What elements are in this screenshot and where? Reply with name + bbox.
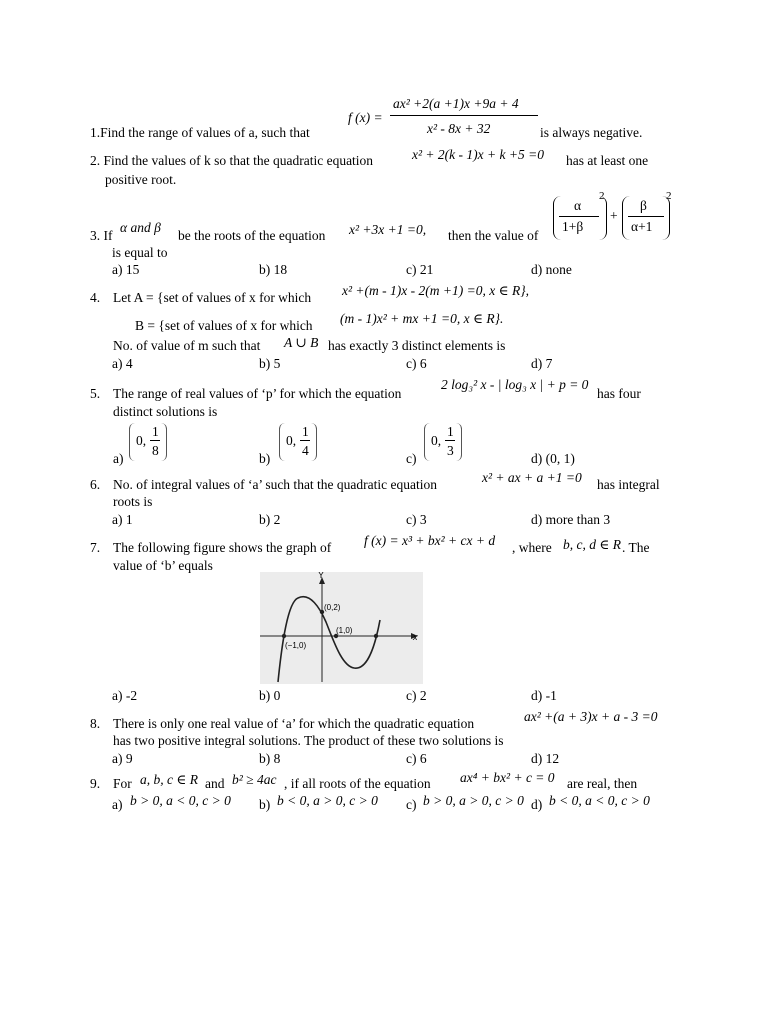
q1-fraction-bar xyxy=(390,115,538,116)
q4-equation-b: (m - 1)x² + mx +1 =0, x ∈ R}. xyxy=(340,311,504,326)
q9-number: 9. xyxy=(90,776,101,791)
q1-tail: is always negative. xyxy=(540,125,643,140)
q4-option-d: d) 7 xyxy=(531,356,553,371)
q2-text: 2. Find the values of k so that the quadratic equation xyxy=(90,153,374,168)
q9-option-c: b > 0, a > 0, c > 0 xyxy=(423,793,524,808)
graph-label-1-0: (1,0) xyxy=(336,626,353,635)
q3-frac2-den: α+1 xyxy=(631,219,653,234)
q5-b-bar xyxy=(300,440,310,441)
q5-number: 5. xyxy=(90,386,101,401)
q8-option-b: b) 8 xyxy=(259,751,281,766)
q7-option-c: c) 2 xyxy=(406,688,427,703)
q6-number: 6. xyxy=(90,477,101,492)
q4-union: A ∪ B xyxy=(284,335,319,350)
q7-tail: . The xyxy=(622,540,650,555)
q5-b-den: 4 xyxy=(302,443,309,458)
q5-a-bar xyxy=(150,440,160,441)
q6-option-b: b) 2 xyxy=(259,512,281,527)
q6-option-a: a) 1 xyxy=(112,512,133,527)
q7-equation: f (x) = x³ + bx² + cx + d xyxy=(364,533,496,548)
q3-frac1-den: 1+β xyxy=(562,219,584,234)
q3-lead: 3. If xyxy=(90,228,113,243)
q9-set: a, b, c ∈ R xyxy=(140,772,198,787)
q5-b-zero: 0, xyxy=(286,433,297,448)
q4-option-b: b) 5 xyxy=(259,356,281,371)
point-root-right xyxy=(374,634,378,638)
q4-option-a: a) 4 xyxy=(112,356,133,371)
q4-number: 4. xyxy=(90,290,101,305)
q9-equation: ax⁴ + bx² + c = 0 xyxy=(460,770,555,785)
q5-c-zero: 0, xyxy=(431,433,442,448)
q8-line2: has two positive integral solutions. The product of these two solutions is xyxy=(113,733,504,748)
q8-equation: ax² +(a + 3)x + a - 3 =0 xyxy=(524,709,658,724)
q6-option-c: c) 3 xyxy=(406,512,427,527)
q4-line3: No. of value of m such that xyxy=(113,338,261,353)
q9-option-d: b < 0, a < 0, c > 0 xyxy=(549,793,650,808)
q5-a-one: 1 xyxy=(152,424,159,439)
q4-equation-a: x² +(m - 1)x - 2(m +1) =0, x ∈ R}, xyxy=(342,283,529,298)
q5-option-a-interval xyxy=(129,423,167,461)
q5-b-one: 1 xyxy=(302,424,309,439)
q1-numerator: ax² +2(a +1)x +9a + 4 xyxy=(393,96,519,111)
q8-option-c: c) 6 xyxy=(406,751,427,766)
q5-c-one: 1 xyxy=(447,424,454,439)
q3-text: be the roots of the equation xyxy=(178,228,326,243)
q3-frac2-num: β xyxy=(640,198,647,213)
q3-option-a: a) 15 xyxy=(112,262,140,277)
q3-frac2-bar xyxy=(628,216,664,217)
q6-text: No. of integral values of ‘a’ such that the quadratic equation xyxy=(113,477,438,492)
q9-option-d-label: d) xyxy=(531,797,543,812)
q4-line-b: B = {set of values of x for which xyxy=(135,318,313,333)
q8-option-d: d) 12 xyxy=(531,751,560,766)
q3-option-b: b) 18 xyxy=(259,262,288,277)
q1-denominator: x² - 8x + 32 xyxy=(427,121,491,136)
q5-equation: 2 log₃² x - | log₃ x | + p = 0 xyxy=(441,377,589,392)
q2-tail: has at least one xyxy=(566,153,649,168)
graph-label-neg1-0: (−1,0) xyxy=(285,641,307,650)
q9-text: , if all roots of the equation xyxy=(284,776,431,791)
graph-label-0-2: (0,2) xyxy=(324,603,341,612)
q4-line-a: Let A = {set of values of x for which xyxy=(113,290,312,305)
q7-option-b: b) 0 xyxy=(259,688,281,703)
graph-label-x: x xyxy=(413,632,418,642)
q3-text2: then the value of xyxy=(448,228,539,243)
q6-line2: roots is xyxy=(113,494,153,509)
q5-option-b-label: b) xyxy=(259,451,271,466)
q9-option-a-label: a) xyxy=(112,797,123,812)
q3-square-2: 2 xyxy=(666,190,672,202)
q7-option-d: d) -1 xyxy=(531,688,557,703)
q8-number: 8. xyxy=(90,716,101,731)
q6-option-d: d) more than 3 xyxy=(531,512,611,527)
q8-text: There is only one real value of ‘a’ for which the quadratic equation xyxy=(113,716,475,731)
q1-text: 1.Find the range of values of a, such that xyxy=(90,125,310,140)
q5-c-den: 3 xyxy=(447,443,454,458)
q7-line2: value of ‘b’ equals xyxy=(113,558,213,573)
q9-and: and xyxy=(205,776,225,791)
q3-frac1-bar xyxy=(559,216,599,217)
q6-equation: x² + ax + a +1 =0 xyxy=(482,470,582,485)
q6-tail: has integral xyxy=(597,477,660,492)
q7-text: The following figure shows the graph of xyxy=(113,540,332,555)
q9-option-a: b > 0, a < 0, c > 0 xyxy=(130,793,231,808)
q2-equation: x² + 2(k - 1)x + k +5 =0 xyxy=(412,147,544,162)
q5-option-a-label: a) xyxy=(113,451,124,466)
q7-where: , where xyxy=(512,540,552,555)
q5-c-bar xyxy=(445,440,455,441)
q3-line2: is equal to xyxy=(112,245,168,260)
q7-set: b, c, d ∈ R xyxy=(563,537,621,552)
q9-condition: b² ≥ 4ac xyxy=(232,772,277,787)
q7-number: 7. xyxy=(90,540,101,555)
q7-option-a: a) -2 xyxy=(112,688,138,703)
q9-option-b: b < 0, a > 0, c > 0 xyxy=(277,793,378,808)
q3-square-1: 2 xyxy=(599,190,605,202)
q9-tail: are real, then xyxy=(567,776,638,791)
q7-graph xyxy=(260,572,423,684)
q1-fx: f (x) = xyxy=(348,110,383,125)
q8-option-a: a) 9 xyxy=(112,751,133,766)
q5-a-zero: 0, xyxy=(136,433,147,448)
q9-option-c-label: c) xyxy=(406,797,417,812)
q2-line2: positive root. xyxy=(105,172,177,187)
q5-line2: distinct solutions is xyxy=(113,404,218,419)
q5-option-c-label: c) xyxy=(406,451,417,466)
q3-option-d: d) none xyxy=(531,262,572,277)
point-neg1-0 xyxy=(282,634,286,638)
q3-option-c: c) 21 xyxy=(406,262,434,277)
q5-tail: has four xyxy=(597,386,641,401)
q5-a-den: 8 xyxy=(152,443,159,458)
q4-option-c: c) 6 xyxy=(406,356,427,371)
q5-option-d: d) (0, 1) xyxy=(531,451,575,466)
q9-option-b-label: b) xyxy=(259,797,271,812)
q7-graph-svg xyxy=(260,572,423,684)
q4-line3b: has exactly 3 distinct elements is xyxy=(328,338,506,353)
q5-option-c-interval xyxy=(424,423,462,461)
q5-text: The range of real values of ‘p’ for which the equation xyxy=(113,386,402,401)
q3-equation: x² +3x +1 =0, xyxy=(349,222,427,237)
q5-option-b-interval xyxy=(279,423,317,461)
q3-alpha-beta: α and β xyxy=(120,220,161,235)
graph-label-y: Y xyxy=(318,572,325,580)
q9-for: For xyxy=(113,776,132,791)
q3-frac1-num: α xyxy=(574,198,582,213)
q3-plus: + xyxy=(610,208,618,223)
